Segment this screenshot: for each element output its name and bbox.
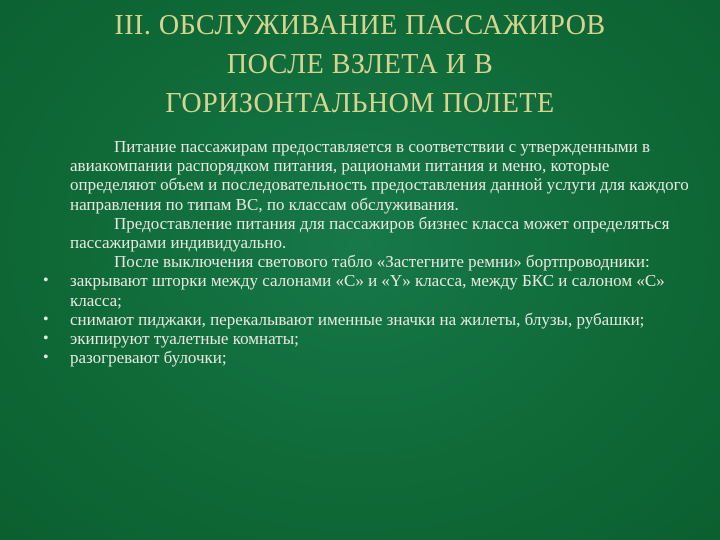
list-item (43, 348, 690, 368)
slide-title-line-3: ГОРИЗОНТАЛЬНОМ ПОЛЕТЕ (165, 88, 555, 119)
slide-body (43, 137, 690, 368)
paragraph-meal-service: Питание пассажирам предоставляется в соответствии с утвержденными в авиакомпании распорядком питания, рационами питания и меню, которые определяют объем и последовательность предоставления данной услуги для каждого направления по типам ВС, по классам обслуживания. (70, 137, 689, 214)
list-item (43, 271, 690, 310)
slide-title-line-1: III. ОБСЛУЖИВАНИЕ ПАССАЖИРОВ (114, 10, 606, 41)
list-item-text: закрывают шторки между салонами «С» и «Y» класса, между БКС и салоном «С» класса; (70, 271, 665, 310)
bullet-icon: • (43, 310, 49, 328)
list-item-text: снимают пиджаки, перекалывают именные значки на жилеты, блузы, рубашки; (70, 309, 645, 329)
slide-title-line-2: ПОСЛЕ ВЗЛЕТА И В (226, 49, 494, 80)
slide-title (40, 6, 680, 123)
list-item (43, 329, 690, 349)
list-item-text: разогревают булочки; (70, 348, 227, 368)
list-item-text: экипируют туалетные комнаты; (70, 329, 299, 349)
paragraph-business-class: Предоставление питания для пассажиров бизнес класса может определяться пассажирами индивидуально. (70, 213, 670, 253)
bullet-icon: • (43, 330, 49, 348)
list-item (43, 309, 690, 329)
bullet-icon: • (43, 349, 49, 367)
duties-list (43, 271, 690, 368)
bullet-icon: • (43, 272, 49, 290)
paragraph-seatbelt-sign: После выключения светового табло «Застегните ремни» бортпроводники: (114, 252, 650, 272)
